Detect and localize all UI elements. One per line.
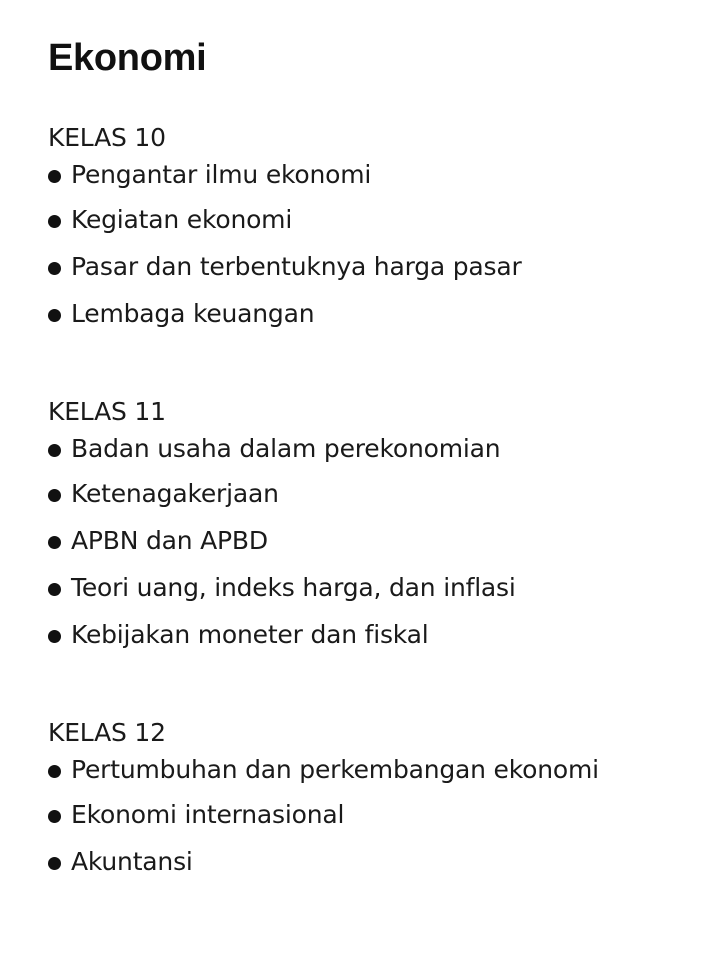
topic-label: Teori uang, indeks harga, dan inflasi	[71, 572, 516, 602]
topic-label: Pertumbuhan dan perkembangan ekonomi	[71, 754, 599, 784]
topic-list	[48, 153, 708, 337]
bullet-icon	[48, 536, 61, 549]
section-heading: KELAS 12	[48, 718, 166, 747]
topic-label: Lembaga keuangan	[71, 298, 315, 328]
list-item	[48, 517, 708, 564]
bullet-icon	[48, 630, 61, 643]
topic-label: Badan usaha dalam perekonomian	[71, 433, 501, 463]
section-heading: KELAS 10	[48, 123, 166, 152]
section-kelas-11	[48, 397, 708, 658]
topic-label: APBN dan APBD	[71, 525, 268, 555]
section-kelas-12	[48, 718, 708, 885]
bullet-icon	[48, 170, 61, 183]
topic-label: Ketenagakerjaan	[71, 478, 279, 508]
page-title: Ekonomi	[48, 37, 207, 79]
list-item	[48, 196, 708, 243]
bullet-icon	[48, 262, 61, 275]
topic-label: Pasar dan terbentuknya harga pasar	[71, 251, 522, 281]
topic-label: Kegiatan ekonomi	[71, 204, 293, 234]
bullet-icon	[48, 857, 61, 870]
list-item	[48, 791, 708, 838]
list-item	[48, 243, 708, 290]
bullet-icon	[48, 583, 61, 596]
list-item	[48, 838, 708, 885]
section-kelas-10	[48, 123, 708, 337]
bullet-icon	[48, 810, 61, 823]
topic-label: Ekonomi internasional	[71, 799, 345, 829]
bullet-icon	[48, 309, 61, 322]
topic-list	[48, 427, 708, 658]
list-item	[48, 290, 708, 337]
topic-label: Pengantar ilmu ekonomi	[71, 159, 372, 189]
list-item	[48, 564, 708, 611]
list-item	[48, 470, 708, 517]
list-item	[48, 153, 708, 196]
bullet-icon	[48, 765, 61, 778]
bullet-icon	[48, 215, 61, 228]
bullet-icon	[48, 489, 61, 502]
list-item	[48, 748, 708, 791]
list-item	[48, 611, 708, 658]
section-heading: KELAS 11	[48, 397, 166, 426]
list-item	[48, 427, 708, 470]
bullet-icon	[48, 444, 61, 457]
topic-list	[48, 748, 708, 885]
topic-label: Akuntansi	[71, 846, 193, 876]
topic-label: Kebijakan moneter dan fiskal	[71, 619, 429, 649]
